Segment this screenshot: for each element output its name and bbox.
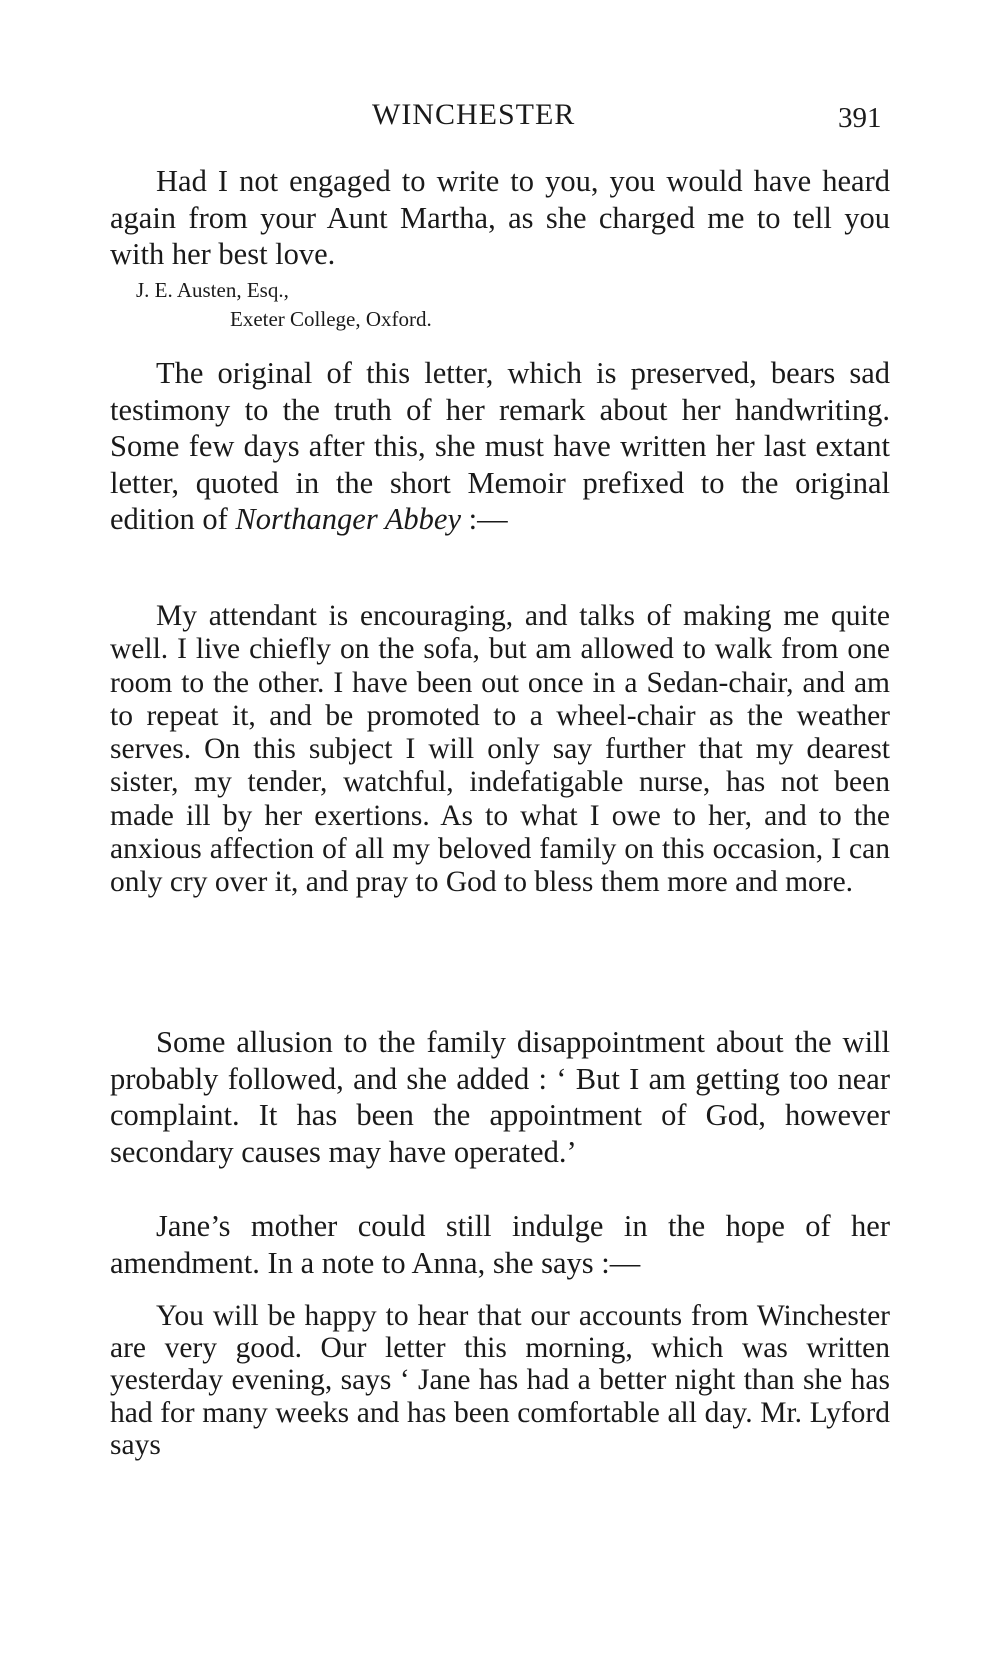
- narrative-paragraph-1: [110, 355, 890, 538]
- running-title: WINCHESTER: [372, 98, 576, 131]
- narrative-paragraph-3: Jane’s mother could still indulge in the hope of her amendment. In a note to Anna, she says :—: [110, 1209, 890, 1280]
- letter-closing-paragraph: Had I not engaged to write to you, you would have heard again from your Aunt Martha, as she charged me to tell you with her best love.: [110, 164, 890, 271]
- quoted-letter: My attendant is encouraging, and talks of making me quite well. I live chiefly on the sofa, but am allowed to walk from one room to the other. I have been out once in a Sedan-chair, and am to repeat it, and be promoted to a wheel-chair as the weather serves. On this subject I will only say further that my dearest sister, my tender, watchful, indefatigable nurse, has not been made ill by her exertions. As to what I owe to her, and to the anxious affection of all my beloved family on this occasion, I can only cry over it, and pray to God to bless them more and more.: [110, 600, 890, 899]
- address-college: Exeter College, Oxford.: [230, 307, 432, 331]
- work-title: Northanger Abbey: [235, 502, 461, 536]
- narrative-1-suffix: :—: [461, 502, 508, 536]
- mother-note-quote: You will be happy to hear that our accounts from Winchester are very good. Our letter this morning, which was written yesterday evening, says ‘ Jane has had a better night than she has had for many weeks and has been comfortable all day. Mr. Lyford says: [110, 1300, 890, 1461]
- narrative-1-text: The original of this letter, which is preserved, bears sad testimony to the truth of her remark about her handwriting. Some few days after this, she must have written her last extant letter, quoted in the short Memoir prefixed to the original edition of: [110, 356, 890, 536]
- narrative-paragraph-2: Some allusion to the family disappointment about the will probably followed, and she added : ‘ But I am getting too near complaint. It has been the appointment of God, however secondary causes may have operated.’: [110, 1025, 890, 1169]
- page-number: 391: [838, 102, 882, 134]
- running-head: [0, 98, 1000, 138]
- address-name: J. E. Austen, Esq.,: [136, 278, 289, 302]
